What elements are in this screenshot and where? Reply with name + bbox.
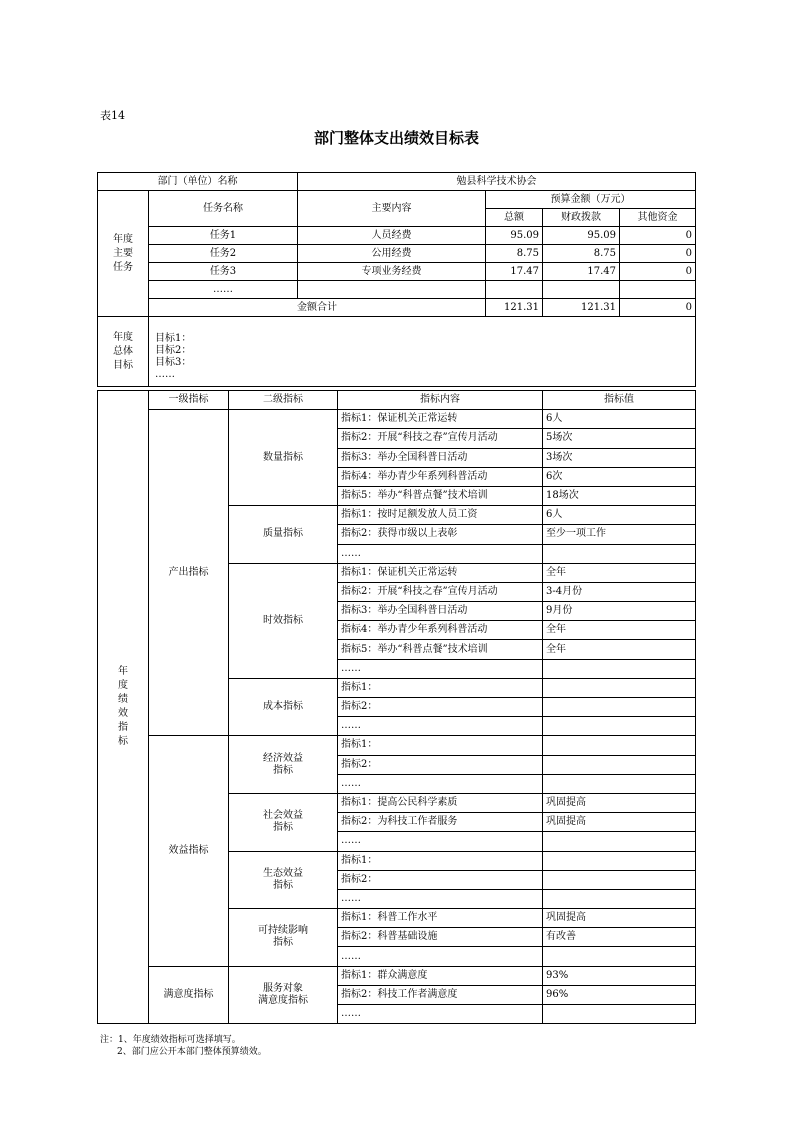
indicator-value — [543, 678, 696, 697]
task-fiscal: 95.09 — [543, 227, 620, 245]
indicator-content: …… — [338, 774, 543, 793]
task-other: 0 — [620, 245, 696, 263]
task-other: 0 — [620, 227, 696, 245]
table-number: 表14 — [100, 109, 125, 122]
indicator-content: 指标2：科技工作者满意度 — [338, 985, 543, 1004]
indicator-content: 指标1：群众满意度 — [338, 966, 543, 985]
indicator-value — [543, 851, 696, 870]
col-level1: 一级指标 — [149, 391, 229, 410]
sum-fiscal: 121.31 — [543, 299, 620, 317]
footnote: 2、部门应公开本部门整体预算绩效。 — [117, 1047, 267, 1057]
indicator-content: 指标1：保证机关正常运转 — [338, 410, 543, 429]
indicator-value: 5场次 — [543, 429, 696, 448]
indicator-value: 全年 — [543, 621, 696, 640]
task-content: 人员经费 — [298, 227, 486, 245]
indicator-value: 全年 — [543, 563, 696, 582]
indicator-content: 指标2：科普基础设施 — [338, 928, 543, 947]
indicator-content: …… — [338, 889, 543, 908]
annual-performance-label: 年 度 绩 效 指 标 — [98, 391, 149, 1024]
indicator-content: …… — [338, 659, 543, 678]
task-fiscal: 8.75 — [543, 245, 620, 263]
level2-indicator: 经济效益 指标 — [229, 736, 338, 794]
indicator-value — [543, 832, 696, 851]
performance-table — [97, 390, 696, 1024]
indicator-content: 指标2： — [338, 755, 543, 774]
indicator-content: 指标5：举办“科普点餐”技术培训 — [338, 640, 543, 659]
indicator-value: 6人 — [543, 410, 696, 429]
indicator-content: 指标4：举办青少年系列科普活动 — [338, 467, 543, 486]
task-other: 0 — [620, 263, 696, 281]
col-indicator-content: 指标内容 — [338, 391, 543, 410]
col-task-name: 任务名称 — [149, 191, 298, 227]
indicator-content: 指标2：开展“科技之春”宣传月活动 — [338, 582, 543, 601]
indicator-value: 全年 — [543, 640, 696, 659]
indicator-value — [543, 774, 696, 793]
indicator-content: …… — [338, 947, 543, 966]
level1-indicator: 效益指标 — [149, 736, 229, 966]
indicator-content: 指标4：举办青少年系列科普活动 — [338, 621, 543, 640]
task-name: 任务2 — [149, 245, 298, 263]
col-total: 总额 — [486, 209, 543, 227]
level2-indicator: 服务对象 满意度指标 — [229, 966, 338, 1024]
task-fiscal — [543, 281, 620, 299]
indicator-row — [98, 736, 696, 755]
task-name: 任务1 — [149, 227, 298, 245]
col-main-content: 主要内容 — [298, 191, 486, 227]
level2-indicator: 生态效益 指标 — [229, 851, 338, 909]
level2-indicator: 可持续影响 指标 — [229, 909, 338, 967]
goal-line: 目标1： — [155, 333, 192, 344]
budget-table — [97, 172, 696, 387]
indicator-value — [543, 717, 696, 736]
indicator-content: 指标2：获得市级以上表彰 — [338, 525, 543, 544]
task-content — [298, 281, 486, 299]
indicator-value: 3场次 — [543, 448, 696, 467]
level2-indicator: 社会效益 指标 — [229, 793, 338, 851]
indicator-value — [543, 698, 696, 717]
level1-indicator: 产出指标 — [149, 410, 229, 736]
task-content: 公用经费 — [298, 245, 486, 263]
goal-line: 目标3： — [155, 357, 192, 368]
level2-indicator: 成本指标 — [229, 678, 338, 736]
task-name: 任务3 — [149, 263, 298, 281]
indicator-content: …… — [338, 1005, 543, 1024]
indicator-content: 指标2：为科技工作者服务 — [338, 813, 543, 832]
indicator-value — [543, 736, 696, 755]
indicator-value: 3-4月份 — [543, 582, 696, 601]
indicator-value: 6次 — [543, 467, 696, 486]
page-title: 部门整体支出绩效目标表 — [313, 129, 479, 147]
indicator-value: 巩固提高 — [543, 793, 696, 812]
indicator-value — [543, 544, 696, 563]
col-indicator-value: 指标值 — [543, 391, 696, 410]
goal-line: 目标2： — [155, 345, 192, 356]
indicator-content: 指标1：按时足额发放人员工资 — [338, 506, 543, 525]
level1-indicator: 满意度指标 — [149, 966, 229, 1024]
indicator-value: 巩固提高 — [543, 909, 696, 928]
indicator-value: 巩固提高 — [543, 813, 696, 832]
indicator-content: 指标5：举办“科普点餐”技术培训 — [338, 486, 543, 505]
indicator-content: 指标1：保证机关正常运转 — [338, 563, 543, 582]
footnotes — [100, 1034, 267, 1058]
task-row — [98, 281, 696, 299]
dept-label: 部门（单位）名称 — [98, 173, 298, 191]
task-row — [98, 227, 696, 245]
goal-line: …… — [155, 369, 175, 380]
indicator-content: 指标2： — [338, 698, 543, 717]
task-other — [620, 281, 696, 299]
annual-goals-content — [149, 317, 696, 387]
indicator-content: 指标3：举办全国科普日活动 — [338, 602, 543, 621]
indicator-content: …… — [338, 544, 543, 563]
indicator-value — [543, 870, 696, 889]
indicator-value: 6人 — [543, 506, 696, 525]
col-fiscal: 财政拨款 — [543, 209, 620, 227]
annual-tasks-label: 年度 主要 任务 — [98, 191, 149, 317]
annual-goals-label: 年度 总体 目标 — [98, 317, 149, 387]
indicator-value: 9月份 — [543, 602, 696, 621]
indicator-content: …… — [338, 717, 543, 736]
task-total: 8.75 — [486, 245, 543, 263]
indicator-content: 指标1：提高公民科学素质 — [338, 793, 543, 812]
indicator-value — [543, 1005, 696, 1024]
sum-row — [98, 299, 696, 317]
col-other: 其他资金 — [620, 209, 696, 227]
task-total: 95.09 — [486, 227, 543, 245]
indicator-content: 指标3：举办全国科普日活动 — [338, 448, 543, 467]
indicator-value: 93% — [543, 966, 696, 985]
task-row — [98, 245, 696, 263]
indicator-content: …… — [338, 832, 543, 851]
indicator-content: 指标1： — [338, 736, 543, 755]
indicator-content: 指标1：科普工作水平 — [338, 909, 543, 928]
task-total: 17.47 — [486, 263, 543, 281]
indicator-value: 18场次 — [543, 486, 696, 505]
dept-name: 勉县科学技术协会 — [298, 173, 696, 191]
sum-label: 金额合计 — [149, 299, 486, 317]
indicator-value — [543, 755, 696, 774]
indicator-row — [98, 410, 696, 429]
indicator-value: 有改善 — [543, 928, 696, 947]
col-budget: 预算金额（万元） — [486, 191, 696, 209]
indicator-content: 指标2： — [338, 870, 543, 889]
indicator-value — [543, 889, 696, 908]
task-content: 专项业务经费 — [298, 263, 486, 281]
footnote: 注：1、年度绩效指标可选择填写。 — [100, 1035, 241, 1045]
indicator-content: 指标1： — [338, 851, 543, 870]
indicator-value — [543, 947, 696, 966]
col-level2: 二级指标 — [229, 391, 338, 410]
indicator-content: 指标1： — [338, 678, 543, 697]
task-fiscal: 17.47 — [543, 263, 620, 281]
level2-indicator: 时效指标 — [229, 563, 338, 678]
indicator-value — [543, 659, 696, 678]
task-total — [486, 281, 543, 299]
sum-total: 121.31 — [486, 299, 543, 317]
level2-indicator: 质量指标 — [229, 506, 338, 564]
indicator-content: 指标2：开展“科技之春”宣传月活动 — [338, 429, 543, 448]
indicator-value: 96% — [543, 985, 696, 1004]
task-row — [98, 263, 696, 281]
task-name: …… — [149, 281, 298, 299]
sum-other: 0 — [620, 299, 696, 317]
level2-indicator: 数量指标 — [229, 410, 338, 506]
indicator-row — [98, 966, 696, 985]
indicator-value: 至少一项工作 — [543, 525, 696, 544]
